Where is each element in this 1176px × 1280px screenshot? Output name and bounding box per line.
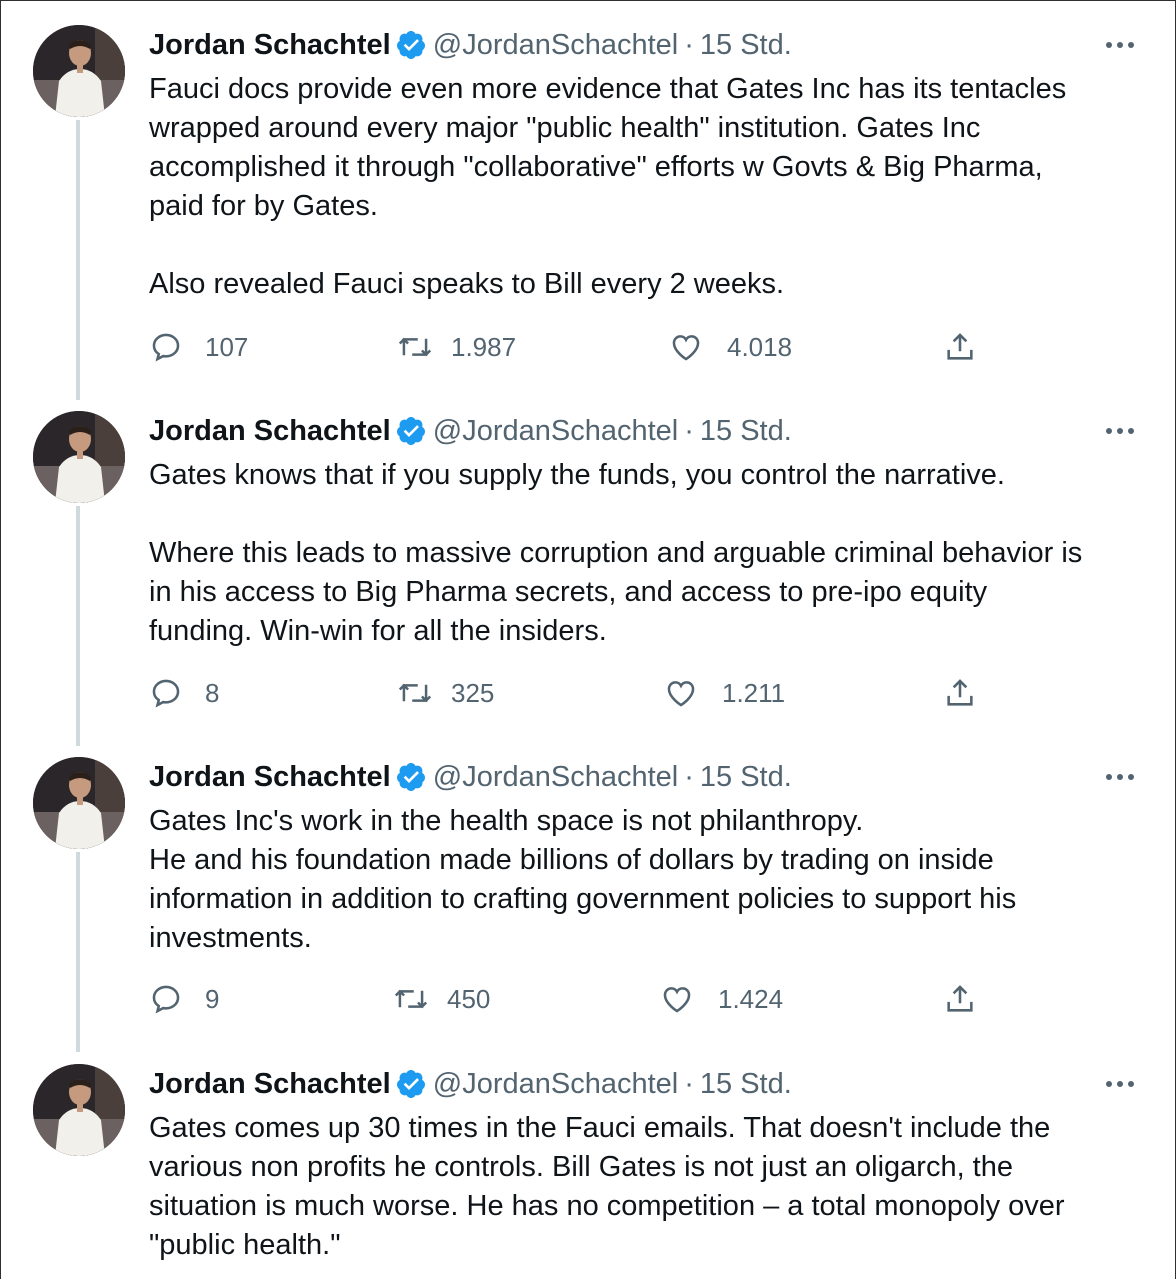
verified-badge-icon [395, 415, 427, 447]
like-count: 4.018 [727, 331, 793, 362]
retweet-count: 450 [447, 983, 491, 1014]
tweet-actions [149, 675, 999, 711]
verified-badge-icon [395, 761, 427, 793]
retweet-button[interactable] [397, 675, 494, 711]
header-separator: · [684, 28, 694, 61]
tweet-text: Gates Inc's work in the health space is not philanthropy. He and his foundation made billions of dollars by trading on inside information in addition to crafting government policies to support his investments. [149, 805, 1017, 954]
like-count: 1.424 [718, 983, 784, 1014]
share-icon [943, 676, 977, 710]
more-options-icon[interactable] [1100, 1070, 1140, 1098]
like-button[interactable] [669, 329, 792, 365]
avatar[interactable] [33, 757, 125, 849]
tweet-header [149, 1064, 792, 1104]
author-handle[interactable]: @JordanSchachtel [432, 1067, 679, 1100]
like-icon [660, 982, 694, 1016]
thread-connector [76, 852, 80, 1052]
retweet-icon [393, 982, 429, 1016]
header-separator: · [684, 414, 694, 447]
more-options-icon[interactable] [1100, 31, 1140, 59]
retweet-count: 1.987 [451, 331, 517, 362]
tweet-header [149, 25, 792, 65]
reply-button[interactable] [149, 329, 248, 365]
like-button[interactable] [660, 981, 783, 1017]
like-count: 1.211 [722, 677, 786, 708]
retweet-count: 325 [451, 677, 495, 708]
reply-count: 9 [205, 983, 220, 1014]
author-handle[interactable]: @JordanSchachtel [432, 414, 679, 447]
like-button[interactable] [664, 675, 785, 711]
verified-badge-icon [395, 1068, 427, 1100]
tweet-timestamp[interactable]: 15 Std. [699, 1067, 792, 1100]
tweet-timestamp[interactable]: 15 Std. [699, 28, 792, 61]
author-name[interactable]: Jordan Schachtel [149, 414, 391, 447]
share-button[interactable] [943, 675, 977, 711]
reply-count: 8 [205, 677, 220, 708]
tweet-actions [149, 329, 999, 365]
tweet-text: Gates knows that if you supply the funds, you control the narrative. Where this leads to massive corruption and arguable criminal behavior is in his access to Big Pharma secrets, and access to pre-ipo equity funding. Win-win for all the insiders. [149, 459, 1083, 647]
avatar[interactable] [33, 411, 125, 503]
reply-icon [149, 982, 183, 1016]
share-button[interactable] [943, 981, 977, 1017]
reply-count: 107 [205, 331, 249, 362]
share-icon [943, 330, 977, 364]
author-handle[interactable]: @JordanSchachtel [432, 28, 679, 61]
tweet-timestamp[interactable]: 15 Std. [699, 760, 792, 793]
tweet-text: Gates comes up 30 times in the Fauci emails. That doesn't include the various non profits he controls. Bill Gates is not just an oligarch, the situation is much worse. He has no competition – a total monopoly over "public health." [149, 1112, 1065, 1261]
more-options-icon[interactable] [1100, 763, 1140, 791]
retweet-button[interactable] [393, 981, 490, 1017]
reply-button[interactable] [149, 981, 219, 1017]
tweet-header [149, 757, 792, 797]
tweet-timestamp[interactable]: 15 Std. [699, 414, 792, 447]
reply-button[interactable] [149, 675, 219, 711]
header-separator: · [684, 760, 694, 793]
reply-icon [149, 676, 183, 710]
header-separator: · [684, 1067, 694, 1100]
tweet-header [149, 411, 792, 451]
author-handle[interactable]: @JordanSchachtel [432, 760, 679, 793]
author-name[interactable]: Jordan Schachtel [149, 1067, 391, 1100]
tweet-actions [149, 981, 999, 1017]
thread-connector [76, 120, 80, 400]
verified-badge-icon [395, 29, 427, 61]
reply-icon [149, 330, 183, 364]
retweet-button[interactable] [397, 329, 516, 365]
author-name[interactable]: Jordan Schachtel [149, 28, 391, 61]
author-name[interactable]: Jordan Schachtel [149, 760, 391, 793]
more-options-icon[interactable] [1100, 417, 1140, 445]
avatar[interactable] [33, 1064, 125, 1156]
share-button[interactable] [943, 329, 977, 365]
avatar[interactable] [33, 25, 125, 117]
tweet-text: Fauci docs provide even more evidence that Gates Inc has its tentacles wrapped around every major "public health" institution. Gates Inc accomplished it through "collaborative" efforts w Govts & Big Pharma, paid for by Gates. Also revealed Fauci speaks to Bill every 2 weeks. [149, 73, 1067, 300]
like-icon [669, 330, 703, 364]
share-icon [943, 982, 977, 1016]
retweet-icon [397, 676, 433, 710]
thread-connector [76, 506, 80, 746]
like-icon [664, 676, 698, 710]
retweet-icon [397, 330, 433, 364]
